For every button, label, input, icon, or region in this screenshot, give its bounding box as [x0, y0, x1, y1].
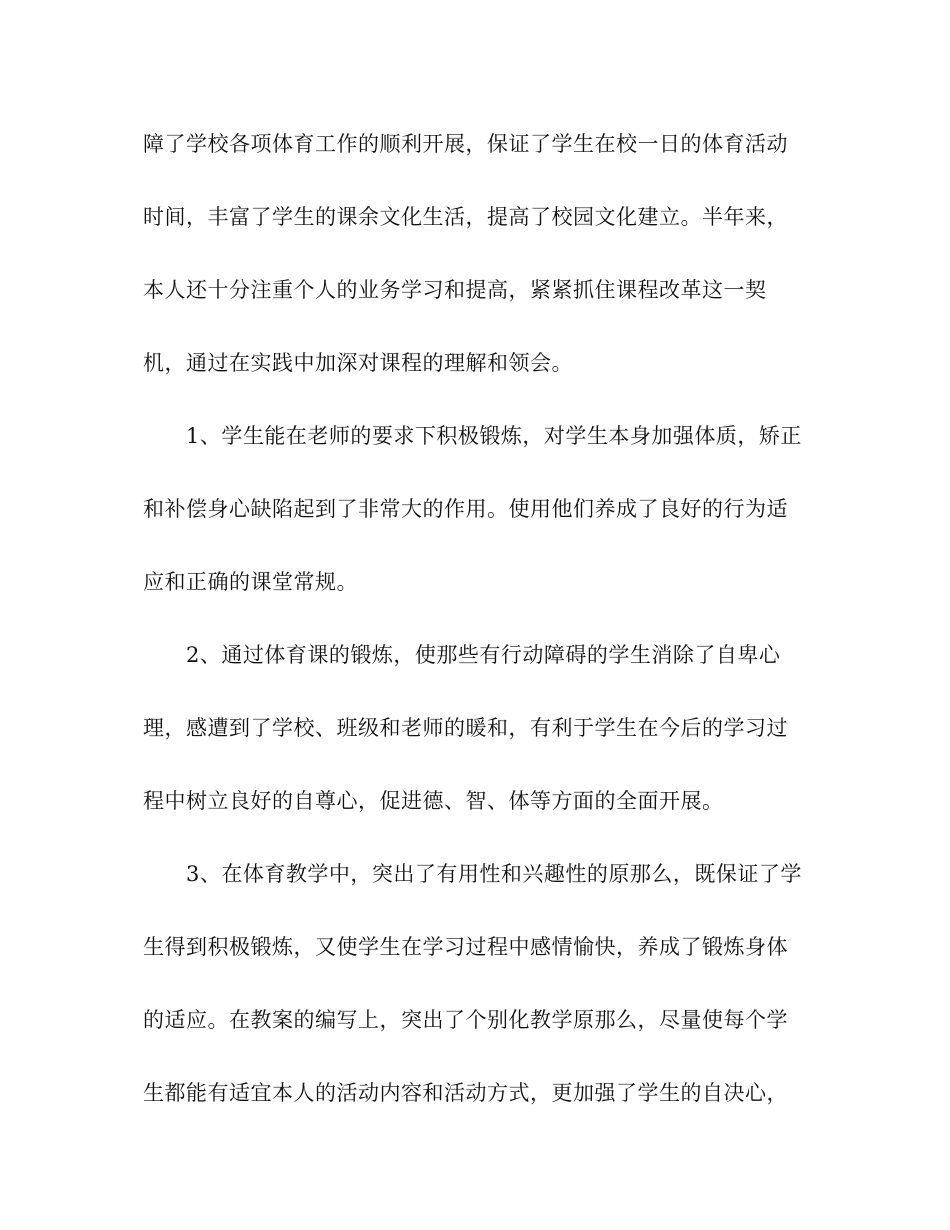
text-line: 障了学校各项体育工作的顺利开展，保证了学生在校一日的体育活动 — [143, 132, 788, 156]
text-line: 本人还十分注重个人的业务学习和提高，紧紧抓住课程改革这一契 — [143, 278, 767, 302]
text-line: 2、通过体育课的锻炼，使那些有行动障碍的学生消除了自卑心 — [186, 643, 781, 667]
text-line: 生得到积极锻炼，又使学生在学习过程中感情愉快，养成了锻炼身体 — [143, 935, 788, 959]
text-line: 和补偿身心缺陷起到了非常大的作用。使用他们养成了良好的行为适 — [143, 497, 788, 521]
text-line: 生都能有适宜本人的活动内容和活动方式，更加强了学生的自决心， — [143, 1081, 788, 1105]
text-line: 机，通过在实践中加深对课程的理解和领会。 — [143, 351, 573, 375]
text-line: 1、学生能在老师的要求下积极锻炼，对学生本身加强体质，矫正 — [186, 424, 802, 448]
text-line: 程中树立良好的自尊心，促进德、智、体等方面的全面开展。 — [143, 789, 724, 813]
text-line: 应和正确的课堂常规。 — [143, 570, 358, 594]
text-line: 理，感遭到了学校、班级和老师的暖和，有利于学生在今后的学习过 — [143, 716, 788, 740]
text-line: 3、在体育教学中，突出了有用性和兴趣性的原那么，既保证了学 — [186, 862, 802, 886]
text-line: 的适应。在教案的编写上，突出了个别化教学原那么，尽量使每个学 — [143, 1008, 788, 1032]
text-line: 时间，丰富了学生的课余文化生活，提高了校园文化建立。半年来， — [143, 205, 788, 229]
